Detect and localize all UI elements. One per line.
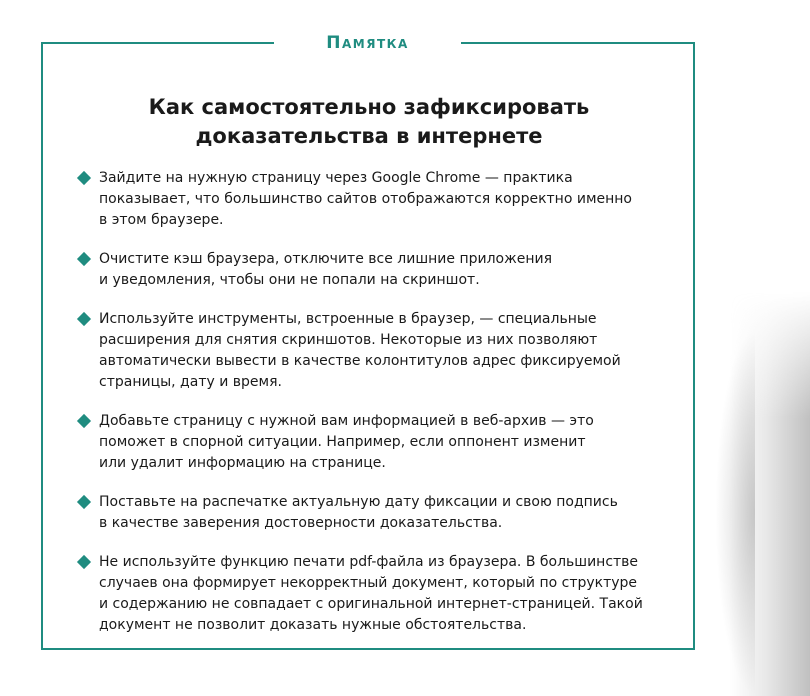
diamond-bullet-icon [77, 495, 91, 509]
diamond-bullet-icon [77, 312, 91, 326]
list-item-text: Не используйте функцию печати pdf-файла из браузера. В большинстве случаев она формирует некорректный документ, который по структуре и содержанию не совпадает с оригинальной интернет-страницей. Такой документ не позволит доказать нужные обстоятельства. [99, 554, 643, 633]
diamond-bullet-icon [77, 414, 91, 428]
list-item [77, 492, 677, 534]
frame-top-border-right [461, 42, 695, 44]
diamond-bullet-icon [77, 252, 91, 266]
list-item-text: Зайдите на нужную страницу через Google Chrome — практика показывает, что большинство сайтов отображаются корректно именно в этом браузере. [99, 170, 632, 228]
list-item [77, 168, 677, 231]
tips-list [77, 168, 677, 654]
frame-top-border-left [41, 42, 274, 44]
list-item-text: Добавьте страницу с нужной вам информацией в веб-архив — это поможет в спорной ситуации. Например, если оппонент изменит или удалит информацию на странице. [99, 413, 594, 471]
list-item-text: Очистите кэш браузера, отключите все лишние приложения и уведомления, чтобы они не попали на скриншот. [99, 251, 553, 288]
memo-badge: Памятка [326, 33, 409, 53]
page-curl-shadow-inner [715, 330, 755, 696]
memo-title: Как самостоятельно зафиксировать доказательства в интернете [148, 95, 590, 148]
diamond-bullet-icon [77, 171, 91, 185]
list-item [77, 309, 677, 393]
list-item-text: Поставьте на распечатке актуальную дату фиксации и свою подпись в качестве заверения достоверности доказательства. [99, 494, 618, 531]
diamond-bullet-icon [77, 555, 91, 569]
list-item [77, 552, 677, 636]
list-item-text: Используйте инструменты, встроенные в браузер, — специальные расширения для снятия скриншотов. Некоторые из них позволяют автоматически вывести в качестве колонтитулов адрес фиксируемой страницы, дату и время. [99, 311, 621, 390]
list-item [77, 249, 677, 291]
list-item [77, 411, 677, 474]
